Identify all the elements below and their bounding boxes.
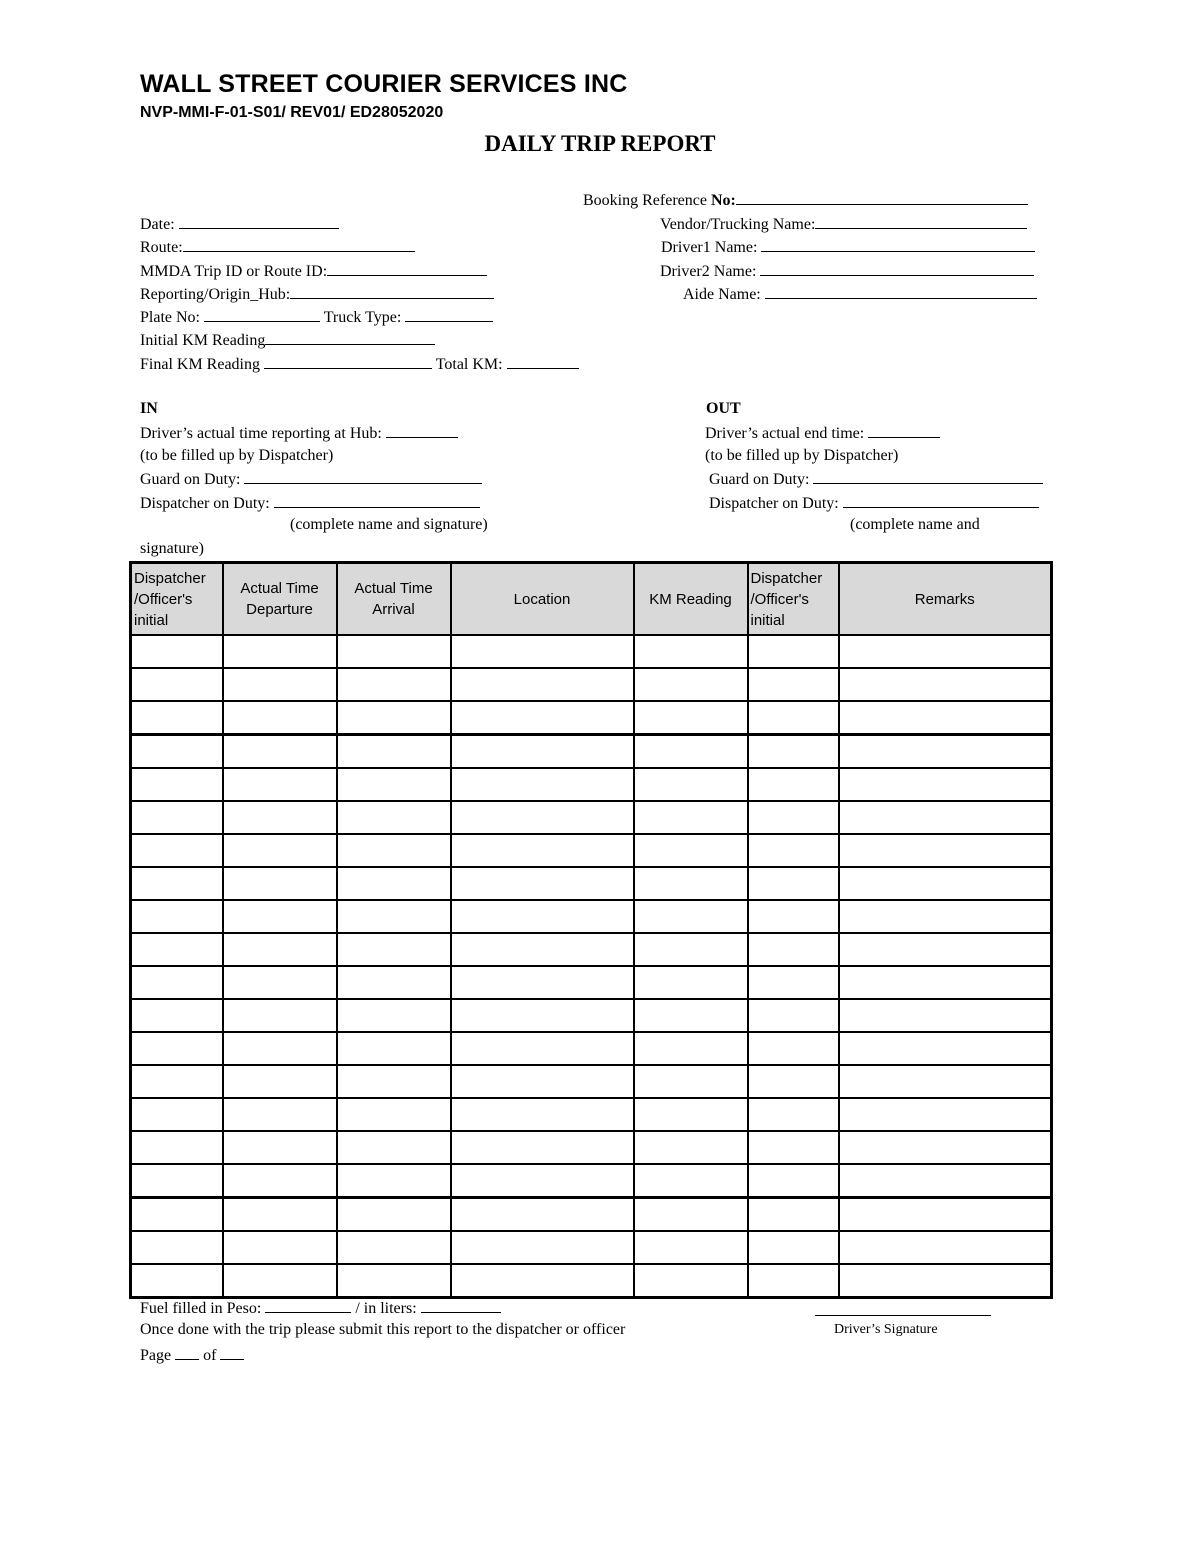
table-cell[interactable] xyxy=(451,801,634,834)
table-row xyxy=(131,1198,1052,1232)
table-cell[interactable] xyxy=(337,701,451,735)
table-cell[interactable] xyxy=(748,635,839,668)
table-cell[interactable] xyxy=(634,1264,748,1298)
table-cell[interactable] xyxy=(839,999,1052,1032)
final-km-blank[interactable] xyxy=(264,353,432,369)
table-cell[interactable] xyxy=(451,999,634,1032)
table-cell[interactable] xyxy=(131,1164,223,1198)
table-cell[interactable] xyxy=(634,1131,748,1164)
table-cell[interactable] xyxy=(223,1231,337,1264)
table-cell[interactable] xyxy=(131,1231,223,1264)
table-row xyxy=(131,1131,1052,1164)
page-field[interactable] xyxy=(140,1344,244,1366)
driver-signature-label: Driver’s Signature xyxy=(834,1322,938,1337)
table-cell[interactable] xyxy=(223,1198,337,1232)
aide-field[interactable] xyxy=(683,283,1037,305)
table-cell[interactable] xyxy=(634,966,748,999)
table-cell[interactable] xyxy=(337,635,451,668)
table-cell[interactable] xyxy=(451,1164,634,1198)
fuel-liters-label: / in liters: xyxy=(355,1300,417,1317)
table-cell[interactable] xyxy=(337,801,451,834)
table-cell[interactable] xyxy=(223,867,337,900)
table-cell[interactable] xyxy=(337,668,451,701)
table-cell[interactable] xyxy=(131,768,223,801)
table-row xyxy=(131,966,1052,999)
table-cell[interactable] xyxy=(634,1065,748,1098)
table-cell[interactable] xyxy=(748,1198,839,1232)
table-cell[interactable] xyxy=(223,1065,337,1098)
table-row xyxy=(131,768,1052,801)
table-cell[interactable] xyxy=(839,1065,1052,1098)
table-cell[interactable] xyxy=(337,966,451,999)
table-cell[interactable] xyxy=(748,999,839,1032)
table-cell[interactable] xyxy=(839,966,1052,999)
table-cell[interactable] xyxy=(748,1032,839,1065)
table-cell[interactable] xyxy=(337,933,451,966)
final-km-label: Final KM Reading xyxy=(140,356,260,373)
in-sign-note: (complete name and signature) xyxy=(290,516,488,533)
table-row xyxy=(131,1164,1052,1198)
truck-type-blank[interactable] xyxy=(405,306,493,322)
table-cell[interactable] xyxy=(223,1098,337,1131)
in-dispatcher-field[interactable] xyxy=(140,492,480,514)
table-cell[interactable] xyxy=(748,801,839,834)
report-title: DAILY TRIP REPORT xyxy=(484,131,716,156)
col-remarks-header: Remarks xyxy=(839,563,1052,636)
date-blank[interactable] xyxy=(179,213,339,229)
table-cell[interactable] xyxy=(451,735,634,769)
table-row xyxy=(131,701,1052,735)
table-cell[interactable] xyxy=(223,933,337,966)
booking-no-label: No: xyxy=(710,192,736,209)
table-cell[interactable] xyxy=(337,768,451,801)
final-km-field[interactable] xyxy=(140,353,579,375)
table-cell[interactable] xyxy=(748,735,839,769)
table-cell[interactable] xyxy=(223,801,337,834)
page-total-blank[interactable] xyxy=(220,1344,244,1360)
table-cell[interactable] xyxy=(839,1198,1052,1232)
table-row xyxy=(131,999,1052,1032)
aide-blank[interactable] xyxy=(765,283,1037,299)
table-cell[interactable] xyxy=(131,668,223,701)
table-cell[interactable] xyxy=(839,1032,1052,1065)
table-cell[interactable] xyxy=(223,1131,337,1164)
in-driver-time-field[interactable] xyxy=(140,422,458,444)
initial-km-field[interactable] xyxy=(140,329,435,351)
plate-no-label: Plate No: xyxy=(140,309,200,326)
table-row xyxy=(131,668,1052,701)
fuel-peso-label: Fuel filled in Peso: xyxy=(140,1300,262,1317)
out-driver-time-label: Driver’s actual end time: xyxy=(705,425,865,442)
out-guard-blank[interactable] xyxy=(813,468,1043,484)
date-label: Date: xyxy=(140,216,175,233)
submit-note: Once done with the trip please submit this report to the dispatcher or officer xyxy=(140,1321,626,1338)
table-cell[interactable] xyxy=(748,768,839,801)
trip-log-table xyxy=(129,561,1053,1299)
table-row xyxy=(131,735,1052,769)
table-cell[interactable] xyxy=(634,1231,748,1264)
table-cell[interactable] xyxy=(131,701,223,735)
table-cell[interactable] xyxy=(748,834,839,867)
col-location-header: Location xyxy=(451,563,634,636)
page-of-label: of xyxy=(203,1347,217,1364)
table-cell[interactable] xyxy=(337,900,451,933)
table-cell[interactable] xyxy=(748,966,839,999)
driver1-blank[interactable] xyxy=(761,236,1035,252)
col-departure-header: Actual Time Departure xyxy=(223,563,337,636)
table-cell[interactable] xyxy=(451,1264,634,1298)
table-cell[interactable] xyxy=(748,900,839,933)
vendor-label: Vendor/Trucking Name: xyxy=(660,216,816,233)
table-cell[interactable] xyxy=(451,668,634,701)
table-cell[interactable] xyxy=(634,1032,748,1065)
table-cell[interactable] xyxy=(131,867,223,900)
date-field[interactable] xyxy=(140,213,339,235)
col-dispatcher-initial-header: Dispatcher /Officer's initial xyxy=(131,563,223,636)
table-cell[interactable] xyxy=(337,1198,451,1232)
table-cell[interactable] xyxy=(634,933,748,966)
table-cell[interactable] xyxy=(839,1231,1052,1264)
fuel-peso-blank[interactable] xyxy=(265,1297,351,1313)
table-cell[interactable] xyxy=(451,701,634,735)
out-sign-note-continued: signature) xyxy=(140,540,204,557)
table-cell[interactable] xyxy=(337,1264,451,1298)
table-cell[interactable] xyxy=(451,1065,634,1098)
table-cell[interactable] xyxy=(839,1264,1052,1298)
table-row xyxy=(131,1098,1052,1131)
table-cell[interactable] xyxy=(748,1164,839,1198)
table-cell[interactable] xyxy=(223,900,337,933)
document-reference: NVP-MMI-F-01-S01/ REV01/ ED28052020 xyxy=(140,104,444,121)
table-row xyxy=(131,635,1052,668)
table-cell[interactable] xyxy=(451,1032,634,1065)
table-cell[interactable] xyxy=(337,1231,451,1264)
table-cell[interactable] xyxy=(839,801,1052,834)
table-cell[interactable] xyxy=(748,1264,839,1298)
table-cell[interactable] xyxy=(748,933,839,966)
page-label: Page xyxy=(140,1347,172,1364)
table-cell[interactable] xyxy=(748,1131,839,1164)
in-driver-time-label: Driver’s actual time reporting at Hub: xyxy=(140,425,382,442)
out-driver-time-field[interactable] xyxy=(705,422,940,444)
table-cell[interactable] xyxy=(748,1065,839,1098)
table-cell[interactable] xyxy=(451,933,634,966)
aide-label: Aide Name: xyxy=(683,286,761,303)
route-field[interactable] xyxy=(140,236,415,258)
mmda-trip-id-label: MMDA Trip ID or Route ID: xyxy=(140,263,328,280)
table-cell[interactable] xyxy=(839,668,1052,701)
driver1-label: Driver1 Name: xyxy=(661,239,758,256)
table-cell[interactable] xyxy=(131,900,223,933)
table-cell[interactable] xyxy=(131,1098,223,1131)
origin-hub-blank[interactable] xyxy=(290,283,494,299)
truck-type-label: Truck Type: xyxy=(323,309,402,326)
table-cell[interactable] xyxy=(634,635,748,668)
initial-km-label: Initial KM Reading xyxy=(140,332,266,349)
table-cell[interactable] xyxy=(451,768,634,801)
table-row xyxy=(131,900,1052,933)
table-cell[interactable] xyxy=(223,635,337,668)
table-cell[interactable] xyxy=(337,834,451,867)
table-cell[interactable] xyxy=(839,867,1052,900)
table-row xyxy=(131,1264,1052,1298)
table-cell[interactable] xyxy=(223,735,337,769)
table-cell[interactable] xyxy=(223,768,337,801)
table-cell[interactable] xyxy=(839,1098,1052,1131)
table-cell[interactable] xyxy=(839,900,1052,933)
table-cell[interactable] xyxy=(748,1231,839,1264)
table-cell[interactable] xyxy=(451,635,634,668)
table-cell[interactable] xyxy=(839,1164,1052,1198)
booking-reference-field[interactable] xyxy=(583,189,1028,211)
page-number-blank[interactable] xyxy=(175,1344,199,1360)
in-driver-time-blank[interactable] xyxy=(386,422,458,438)
table-cell[interactable] xyxy=(223,1164,337,1198)
table-cell[interactable] xyxy=(131,1065,223,1098)
driver1-field[interactable] xyxy=(661,236,1035,258)
table-cell[interactable] xyxy=(337,1065,451,1098)
table-cell[interactable] xyxy=(634,867,748,900)
col-dispatcher-initial-2-header: Dispatcher /Officer's initial xyxy=(748,563,839,636)
table-cell[interactable] xyxy=(748,1098,839,1131)
in-guard-field[interactable] xyxy=(140,468,482,490)
table-cell[interactable] xyxy=(748,668,839,701)
in-guard-label: Guard on Duty: xyxy=(140,471,241,488)
table-cell[interactable] xyxy=(131,966,223,999)
table-cell[interactable] xyxy=(634,801,748,834)
out-dispatcher-label: Dispatcher on Duty: xyxy=(709,495,839,512)
table-cell[interactable] xyxy=(337,1131,451,1164)
table-cell[interactable] xyxy=(131,735,223,769)
vendor-field[interactable] xyxy=(660,213,1027,235)
table-cell[interactable] xyxy=(131,1032,223,1065)
table-cell[interactable] xyxy=(337,1164,451,1198)
total-km-blank[interactable] xyxy=(507,353,579,369)
in-dispatcher-label: Dispatcher on Duty: xyxy=(140,495,270,512)
table-cell[interactable] xyxy=(223,668,337,701)
table-cell[interactable] xyxy=(337,999,451,1032)
out-guard-field[interactable] xyxy=(709,468,1043,490)
table-cell[interactable] xyxy=(337,735,451,769)
table-row xyxy=(131,1231,1052,1264)
mmda-trip-id-blank[interactable] xyxy=(327,260,487,276)
table-row xyxy=(131,801,1052,834)
origin-hub-field[interactable] xyxy=(140,283,494,305)
vendor-blank[interactable] xyxy=(815,213,1027,229)
table-cell[interactable] xyxy=(131,1198,223,1232)
mmda-trip-id-field[interactable] xyxy=(140,260,487,282)
table-cell[interactable] xyxy=(839,701,1052,735)
table-cell[interactable] xyxy=(451,1198,634,1232)
table-cell[interactable] xyxy=(839,1131,1052,1164)
table-cell[interactable] xyxy=(839,735,1052,769)
booking-reference-blank[interactable] xyxy=(736,189,1028,205)
total-km-label: Total KM: xyxy=(435,356,503,373)
table-row xyxy=(131,867,1052,900)
table-cell[interactable] xyxy=(634,1198,748,1232)
table-cell[interactable] xyxy=(634,999,748,1032)
route-blank[interactable] xyxy=(183,236,415,252)
table-cell[interactable] xyxy=(839,933,1052,966)
table-cell[interactable] xyxy=(337,1098,451,1131)
out-guard-label: Guard on Duty: xyxy=(709,471,810,488)
table-cell[interactable] xyxy=(131,1264,223,1298)
table-cell[interactable] xyxy=(451,1231,634,1264)
company-name: WALL STREET COURIER SERVICES INC xyxy=(140,70,628,98)
table-cell[interactable] xyxy=(131,801,223,834)
table-cell[interactable] xyxy=(451,1131,634,1164)
driver2-blank[interactable] xyxy=(760,260,1034,276)
out-driver-time-blank[interactable] xyxy=(868,422,940,438)
out-dispatcher-field[interactable] xyxy=(709,492,1039,514)
table-cell[interactable] xyxy=(839,834,1052,867)
table-cell[interactable] xyxy=(748,867,839,900)
plate-truck-field[interactable] xyxy=(140,306,493,328)
table-cell[interactable] xyxy=(223,999,337,1032)
table-cell[interactable] xyxy=(451,900,634,933)
driver2-label: Driver2 Name: xyxy=(660,263,757,280)
table-cell[interactable] xyxy=(634,735,748,769)
table-cell[interactable] xyxy=(839,635,1052,668)
table-cell[interactable] xyxy=(131,635,223,668)
table-cell[interactable] xyxy=(634,701,748,735)
in-dispatcher-note: (to be filled up by Dispatcher) xyxy=(140,447,334,464)
fuel-liters-blank[interactable] xyxy=(421,1297,501,1313)
table-cell[interactable] xyxy=(451,834,634,867)
out-dispatcher-note: (to be filled up by Dispatcher) xyxy=(705,447,899,464)
table-cell[interactable] xyxy=(634,1098,748,1131)
table-cell[interactable] xyxy=(748,701,839,735)
out-sign-note: (complete name and xyxy=(850,516,980,533)
table-cell[interactable] xyxy=(223,1264,337,1298)
table-cell[interactable] xyxy=(223,701,337,735)
table-row xyxy=(131,933,1052,966)
driver-signature-line[interactable] xyxy=(815,1315,991,1316)
table-cell[interactable] xyxy=(223,834,337,867)
table-cell[interactable] xyxy=(451,1098,634,1131)
out-dispatcher-blank[interactable] xyxy=(843,492,1039,508)
col-arrival-header: Actual Time Arrival xyxy=(337,563,451,636)
plate-no-blank[interactable] xyxy=(204,306,320,322)
table-cell[interactable] xyxy=(131,933,223,966)
col-km-reading-header: KM Reading xyxy=(634,563,748,636)
in-dispatcher-blank[interactable] xyxy=(274,492,480,508)
fuel-field[interactable] xyxy=(140,1297,501,1319)
table-cell[interactable] xyxy=(451,966,634,999)
out-heading: OUT xyxy=(706,400,741,417)
initial-km-blank[interactable] xyxy=(265,329,435,345)
table-cell[interactable] xyxy=(839,768,1052,801)
in-guard-blank[interactable] xyxy=(244,468,482,484)
table-cell[interactable] xyxy=(634,768,748,801)
table-cell[interactable] xyxy=(337,867,451,900)
table-cell[interactable] xyxy=(131,834,223,867)
origin-hub-label: Reporting/Origin_Hub: xyxy=(140,286,291,303)
booking-reference-label: Booking Reference xyxy=(583,192,707,209)
trip-table-body xyxy=(131,635,1052,1298)
table-cell[interactable] xyxy=(451,867,634,900)
table-cell[interactable] xyxy=(337,1032,451,1065)
route-label: Route: xyxy=(140,239,183,256)
table-cell[interactable] xyxy=(131,1131,223,1164)
in-heading: IN xyxy=(140,400,158,417)
table-cell[interactable] xyxy=(223,1032,337,1065)
table-cell[interactable] xyxy=(634,834,748,867)
table-cell[interactable] xyxy=(634,900,748,933)
table-cell[interactable] xyxy=(223,966,337,999)
table-row xyxy=(131,1065,1052,1098)
driver2-field[interactable] xyxy=(660,260,1034,282)
table-cell[interactable] xyxy=(634,668,748,701)
table-cell[interactable] xyxy=(634,1164,748,1198)
table-header-row xyxy=(131,563,1052,636)
table-row xyxy=(131,834,1052,867)
table-row xyxy=(131,1032,1052,1065)
table-cell[interactable] xyxy=(131,999,223,1032)
